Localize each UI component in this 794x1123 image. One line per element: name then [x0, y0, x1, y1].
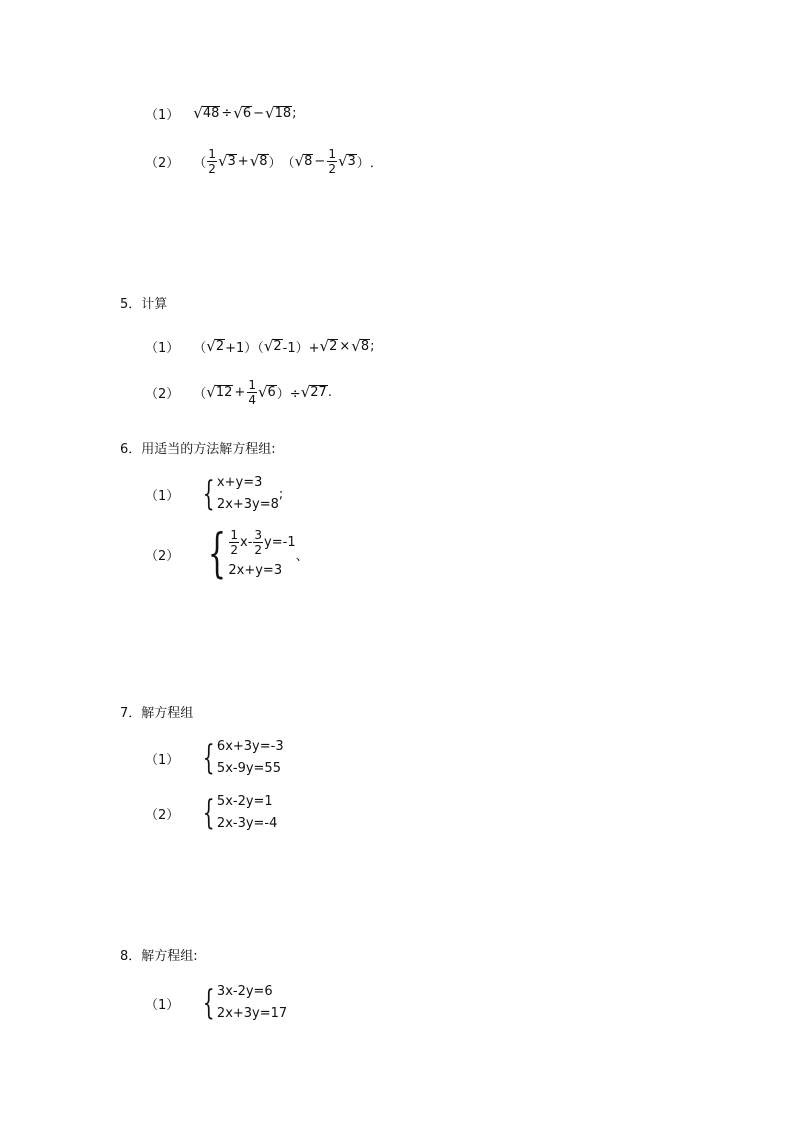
q5-item-1: （1） （ √ 2 +1）（ √ 2 -1）+ √ 2 × √ 8 ; [145, 337, 375, 356]
item-label: （2） [145, 156, 180, 171]
equation-1: 5x-2y=1 [216, 794, 273, 809]
equation-1: $\frac{1}{2}$ x- $\frac{3}{2}$ y=-1 [230, 528, 296, 557]
sqrt-3: √ 3 [217, 152, 236, 170]
fraction-half: $\frac{1}{2}$ [328, 147, 336, 176]
equation-system [193, 736, 283, 780]
equation-1: 3x-2y=6 [216, 984, 273, 999]
equation-system [193, 524, 296, 584]
sqrt-18: √ 18 [265, 104, 292, 122]
sqrt-27: √ 27 [300, 383, 327, 401]
equation-system [193, 472, 279, 516]
left-brace: { [208, 524, 227, 584]
q6-item-2: （2） { $\frac{1}{2}$ x- $\frac{3}{2}$ y=-1 2x+y=3 、 [145, 524, 309, 584]
item-label: （1） [145, 488, 180, 504]
equation-1: x+y=3 [216, 475, 263, 490]
item-label: （2） [145, 548, 180, 564]
sqrt-2: √ 2 [319, 337, 338, 355]
fraction-half: $\frac{1}{2}$ [208, 147, 216, 176]
equation-system [193, 791, 277, 835]
equation-2: 2x+3y=8 [216, 497, 279, 512]
sqrt-8: √ 8 [351, 337, 370, 355]
left-brace: { [203, 793, 215, 833]
item-label: （1） [145, 997, 180, 1013]
p4-item-1: （1） √ 48 ÷ √ 6 − √ 18 ; [145, 104, 297, 123]
left-brace: { [203, 738, 215, 778]
sqrt-2: √ 2 [206, 337, 225, 355]
fraction-three-halves: $\frac{3}{2}$ [254, 528, 263, 557]
sqrt-48: √ 48 [193, 104, 220, 122]
equation-1: 6x+3y=-3 [216, 739, 284, 754]
sqrt-8: √ 8 [249, 152, 268, 170]
fraction-quarter: $\frac{1}{4}$ [248, 378, 256, 407]
left-brace: { [203, 474, 215, 514]
q6-item-1: （1） { x+y=3 2x+3y=8 ; [145, 474, 284, 514]
sqrt-6: √ 6 [233, 104, 252, 122]
p4-item-2: （2） （ $\frac{1}{2}$ √ 3 + √ 8 ） （ √ 8 − $\frac{1}{2}$ √ 3 ） ． [145, 147, 383, 176]
question-7-title: 7．解方程组 [120, 706, 194, 721]
question-8-title: 8．解方程组: [120, 949, 198, 964]
fraction-half: $\frac{1}{2}$ [230, 528, 239, 557]
item-label: （2） [145, 807, 180, 823]
equation-2: 2x+3y=17 [216, 1006, 288, 1021]
question-5-title: 5．计算 [120, 297, 168, 312]
q7-item-1 [145, 736, 284, 780]
item-label: （1） [145, 752, 180, 768]
equation-2: 5x-9y=55 [216, 761, 281, 776]
sqrt-12: √ 12 [206, 383, 233, 401]
item-label: （1） [145, 341, 180, 356]
equation-2: 2x+y=3 [228, 563, 283, 578]
q8-item-1 [145, 981, 287, 1025]
sqrt-2: √ 2 [263, 337, 282, 355]
sqrt-6: √ 6 [257, 383, 276, 401]
equation-system [193, 981, 287, 1025]
item-label: （1） [145, 108, 180, 123]
item-label: （2） [145, 387, 180, 402]
q7-item-2 [145, 791, 277, 835]
sqrt-3: √ 3 [337, 152, 356, 170]
equation-2: 2x-3y=-4 [216, 816, 278, 831]
sqrt-8: √ 8 [294, 152, 313, 170]
q5-item-2: （2） （ √ 12 + $\frac{1}{4}$ √ 6 ）÷ √ 27 . [145, 378, 332, 407]
left-brace: { [203, 983, 215, 1023]
question-6-title: 6．用适当的方法解方程组: [120, 442, 276, 457]
